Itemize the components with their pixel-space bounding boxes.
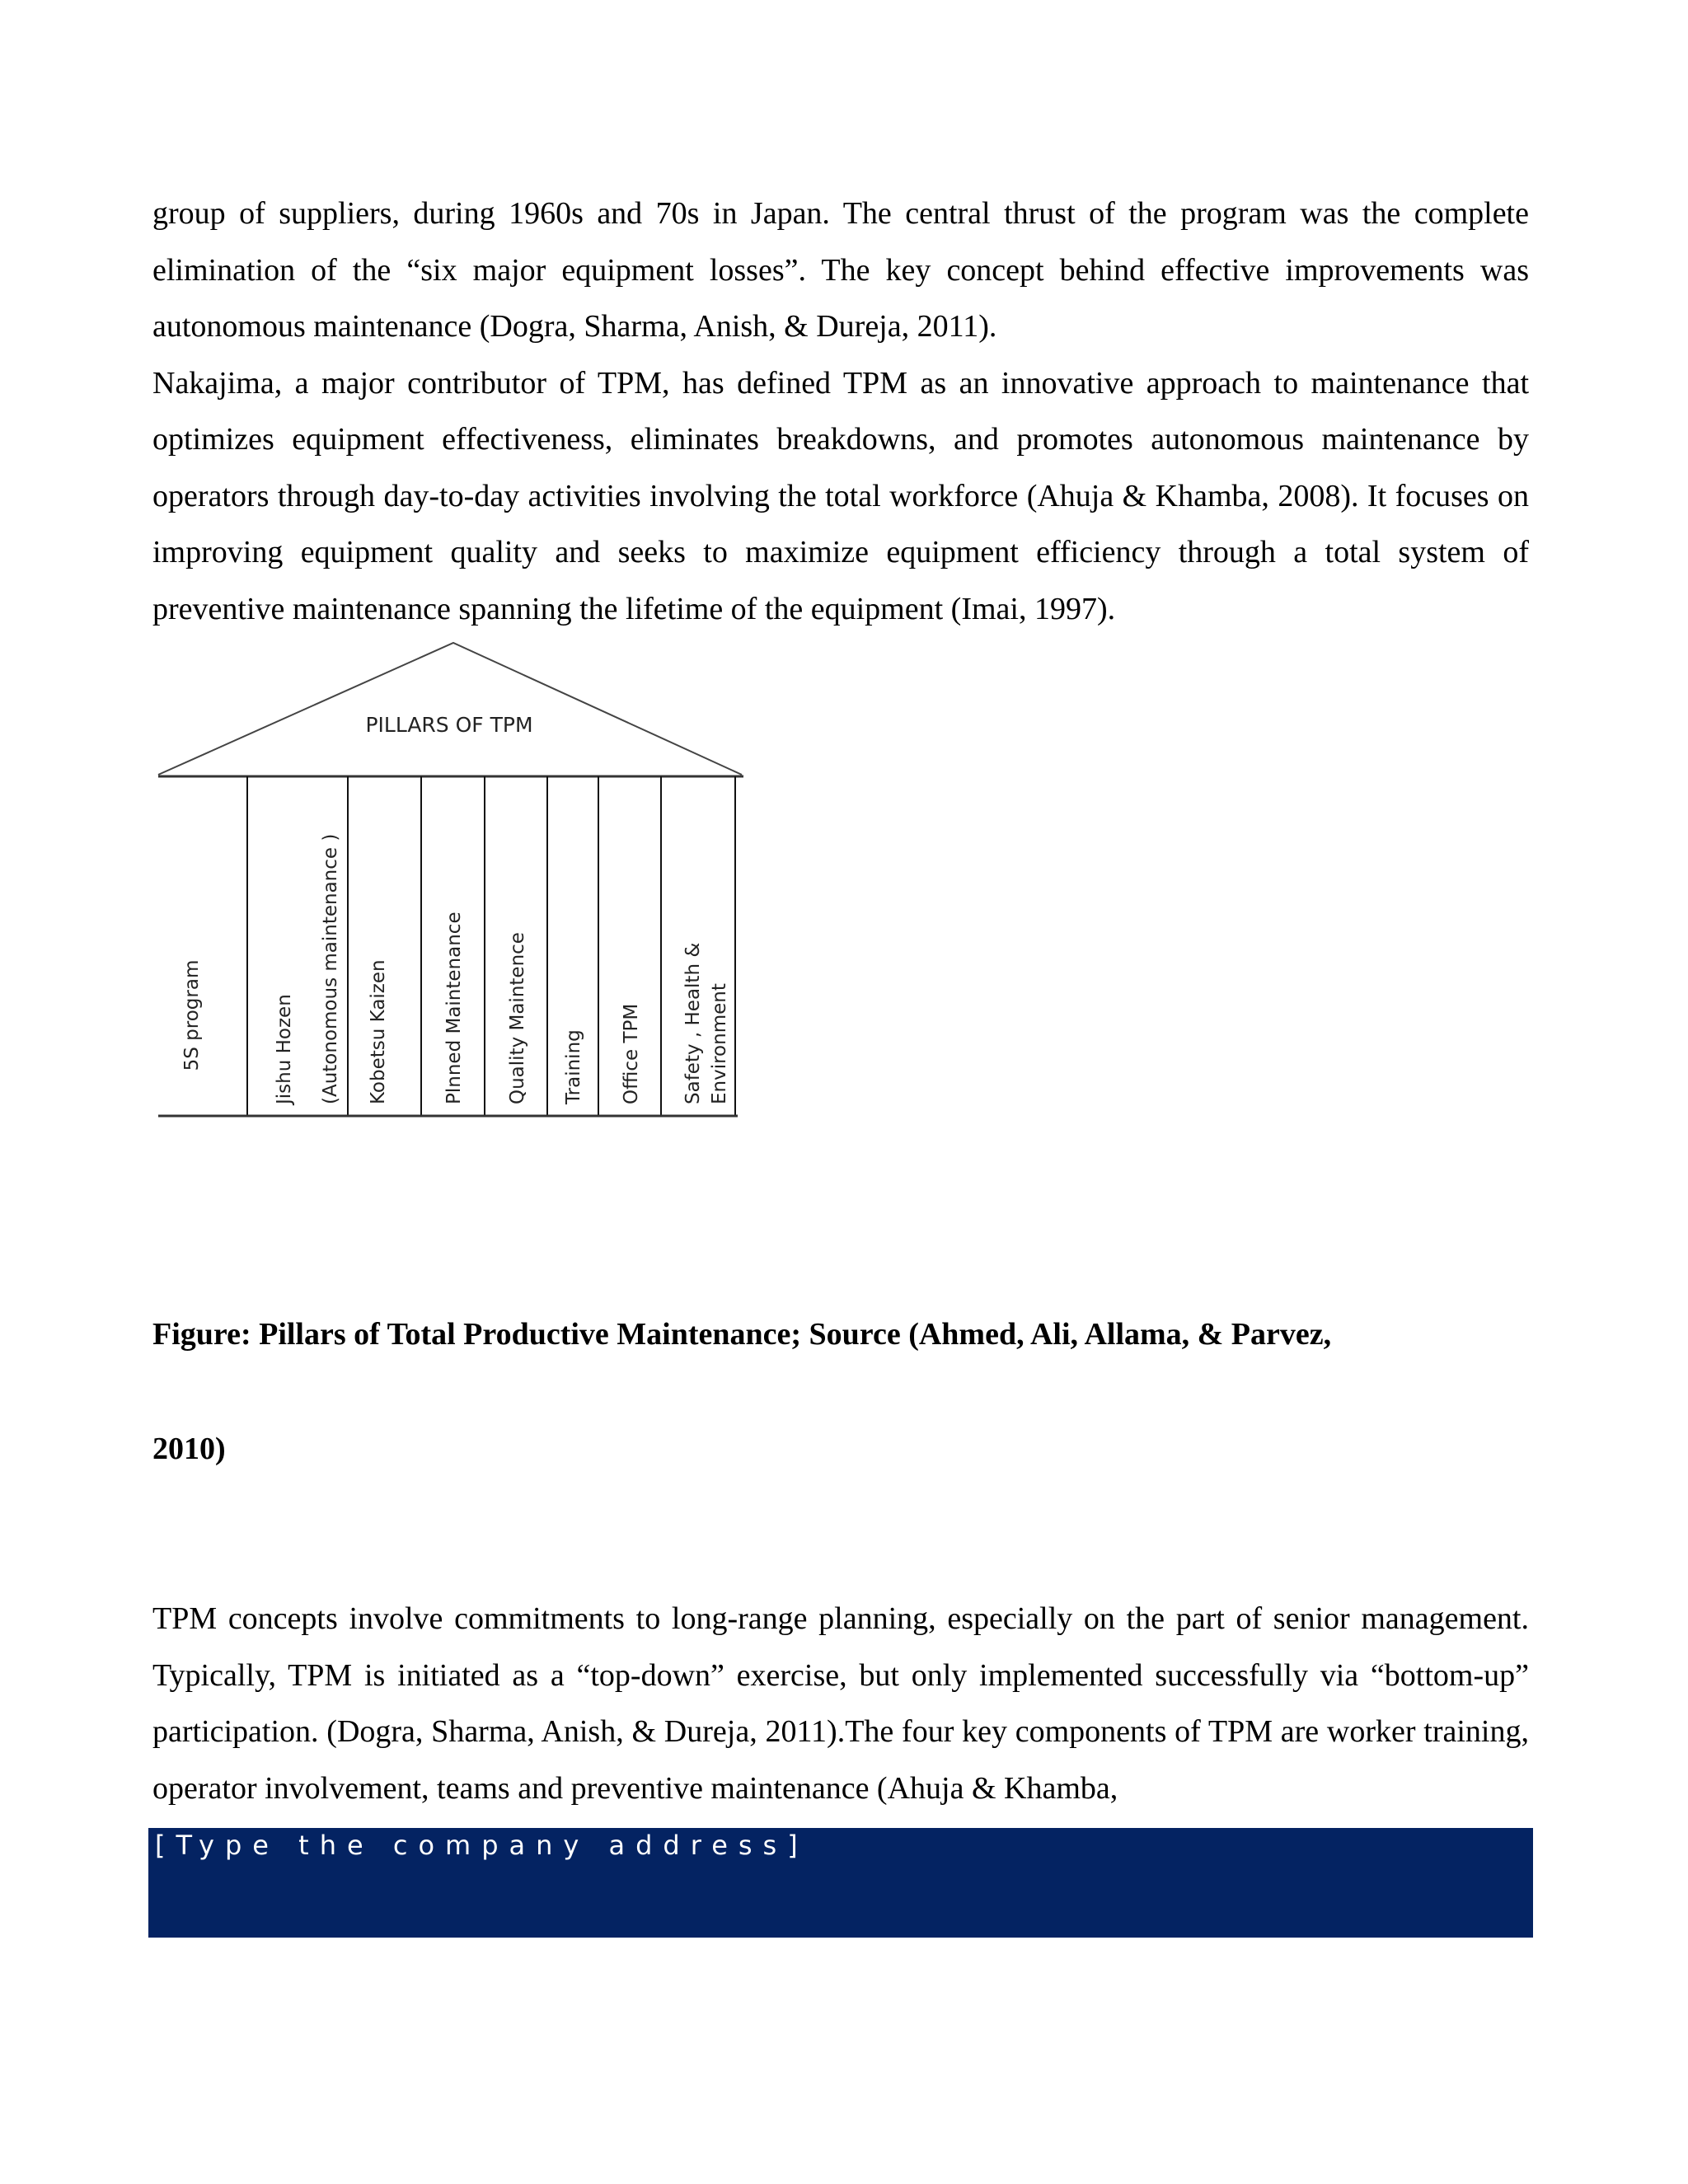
pillar-label-quality-maintenance: Quality Maintence xyxy=(507,932,528,1104)
pillar-label-office-tpm: Office TPM xyxy=(621,1003,642,1104)
paragraph-1-text: group of suppliers, during 1960s and 70s in Japan. The central thrust of the program was the complete elimination of the “six major equipment losses”. The key concept behind effective improvements was autonomous maintenance (Dogra, Sharma, Anish, & Dureja, 2011). xyxy=(152,196,1529,344)
figure-caption-line-1: Figure: Pillars of Total Productive Maintenance; Source (Ahmed, Ali, Allama, & Parvez, xyxy=(152,1317,1332,1352)
paragraph-2-text: Nakajima, a major contributor of TPM, has defined TPM as an innovative approach to maintenance that optimizes equipment effectiveness, eliminates breakdowns, and promotes autonomous maintenance by operators through day-to-day activities involving the total workforce (Ahuja & Khamba, 2008). It focuses on improving equipment quality and seeks to maximize equipment efficiency through a total system of preventive maintenance spanning the lifetime of the equipment (Imai, 1997). xyxy=(152,365,1529,626)
roof-label: PILLARS OF TPM xyxy=(365,713,533,737)
roof-outline xyxy=(158,643,742,775)
pillar-label-safety-health: Safety , Health & xyxy=(682,942,704,1104)
pillar-label-environment: Environment xyxy=(709,983,730,1104)
pillar-label-planned-maintenance: Plnned Maintenance xyxy=(443,912,465,1104)
pillar-label-autonomous-maintenance: (Autonomous maintenance ) xyxy=(320,833,341,1104)
pillar-label-training: Training xyxy=(563,1029,584,1104)
pillar-label-5s-program: 5S program xyxy=(181,959,203,1071)
body-paragraph-3: TPM concepts involve commitments to long-range planning, especially on the part of senior management. Typically, TPM is initiated as a “top-down” exercise, but only implemented successfully via “bottom-up” participation. (Dogra, Sharma, Anish, & Dureja, 2011).The four key components of TPM are worker training, operator involvement, teams and preventive maintenance (Ahuja & Khamba, xyxy=(152,1601,1529,1806)
figure-caption-line-2: 2010) xyxy=(152,1432,226,1466)
pillar-label-jishu-hozen: Jishu Hozen xyxy=(274,994,295,1104)
pillar-label-kobetsu-kaizen: Kobetsu Kaizen xyxy=(368,959,389,1104)
company-address-placeholder[interactable]: [Type the company address] xyxy=(155,1830,809,1861)
footer-band xyxy=(148,1828,1533,1938)
pillars-of-tpm-diagram xyxy=(148,635,758,1129)
body-paragraph-1 xyxy=(152,185,1529,637)
